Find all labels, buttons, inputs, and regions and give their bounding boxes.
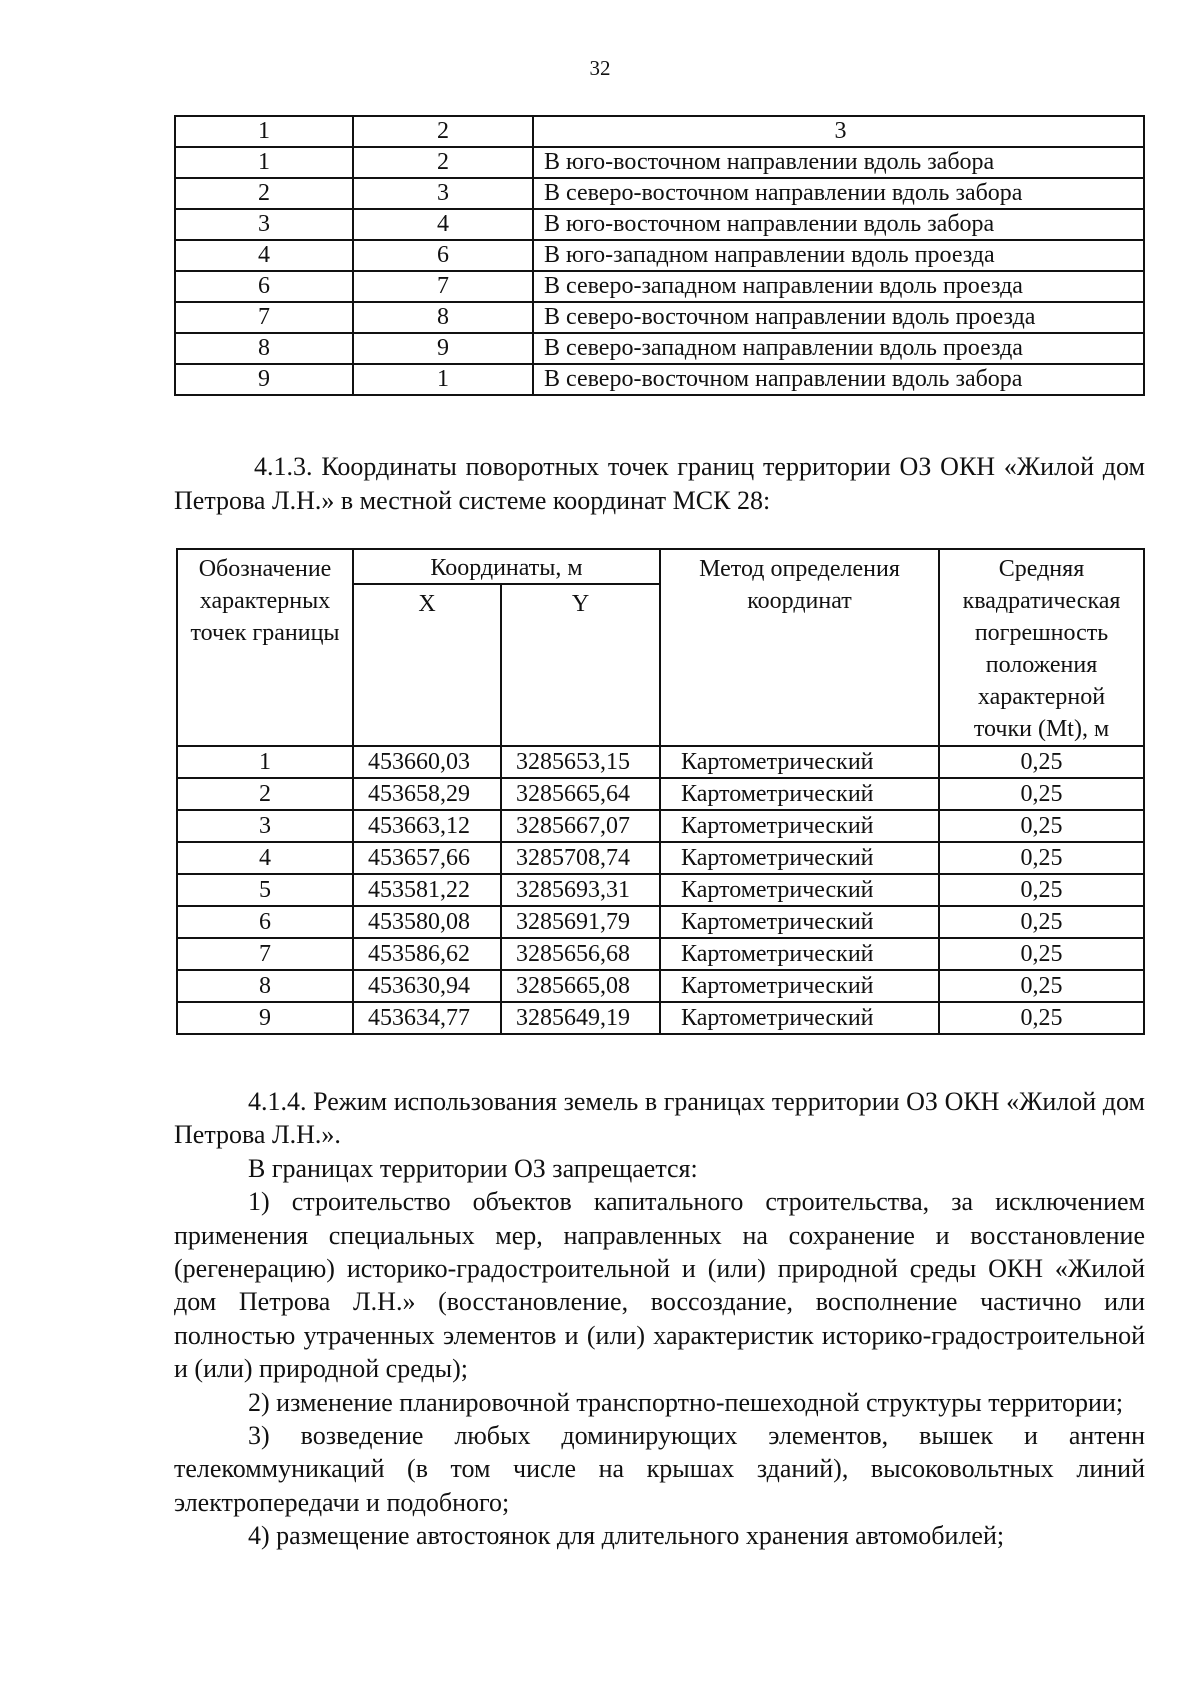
to-point-cell: 1 (353, 364, 533, 395)
prohibition-item: 2) изменение планировочной транспортно-пешеходной структуры территории; (248, 1387, 1124, 1417)
y-coordinate-cell: 3285667,07 (501, 810, 660, 842)
method-cell: Картометрический (660, 874, 939, 906)
x-coordinate-cell: 453663,12 (353, 810, 501, 842)
method-cell: Картометрический (660, 778, 939, 810)
from-point-cell: 8 (175, 333, 353, 364)
error-cell: 0,25 (939, 842, 1144, 874)
table-row (177, 906, 1144, 938)
table-row (175, 240, 1144, 271)
coordinates-column-header: Координаты, м (353, 549, 660, 584)
header-cell: 3 (533, 116, 1144, 147)
to-point-cell: 8 (353, 302, 533, 333)
x-column-header: X (353, 584, 501, 746)
y-coordinate-cell: 3285656,68 (501, 938, 660, 970)
point-cell: 3 (177, 810, 353, 842)
coordinates-table (176, 548, 1145, 1035)
to-point-cell: 3 (353, 178, 533, 209)
coordinates-table-body (177, 746, 1144, 1034)
error-cell: 0,25 (939, 970, 1144, 1002)
point-cell: 6 (177, 906, 353, 938)
method-cell: Картометрический (660, 810, 939, 842)
table-row (175, 302, 1144, 333)
point-cell: 2 (177, 778, 353, 810)
table-row (177, 746, 1144, 778)
y-coordinate-cell: 3285649,19 (501, 1002, 660, 1034)
x-coordinate-cell: 453634,77 (353, 1002, 501, 1034)
y-column-header: Y (501, 584, 660, 746)
point-cell: 5 (177, 874, 353, 906)
direction-cell: В северо-западном направлении вдоль проезда (533, 271, 1144, 302)
point-cell: 8 (177, 970, 353, 1002)
direction-cell: В юго-восточном направлении вдоль забора (533, 147, 1144, 178)
to-point-cell: 2 (353, 147, 533, 178)
table-row (177, 970, 1144, 1002)
error-column-header: Средняя квадратическая погрешность положения характерной точки (Mt), м (939, 549, 1144, 746)
from-point-cell: 3 (175, 209, 353, 240)
from-point-cell: 4 (175, 240, 353, 271)
from-point-cell: 9 (175, 364, 353, 395)
direction-cell: В северо-восточном направлении вдоль забора (533, 364, 1144, 395)
error-cell: 0,25 (939, 746, 1144, 778)
error-cell: 0,25 (939, 1002, 1144, 1034)
error-cell: 0,25 (939, 810, 1144, 842)
direction-cell: В юго-западном направлении вдоль проезда (533, 240, 1144, 271)
table-row (177, 842, 1144, 874)
table-header-row (175, 116, 1144, 147)
x-coordinate-cell: 453630,94 (353, 970, 501, 1002)
section-4-1-4 (174, 1085, 1145, 1553)
x-coordinate-cell: 453580,08 (353, 906, 501, 938)
y-coordinate-cell: 3285665,08 (501, 970, 660, 1002)
directions-table-body (175, 147, 1144, 395)
error-cell: 0,25 (939, 874, 1144, 906)
y-coordinate-cell: 3285665,64 (501, 778, 660, 810)
point-cell: 9 (177, 1002, 353, 1034)
directions-table (174, 115, 1145, 396)
to-point-cell: 9 (353, 333, 533, 364)
direction-cell: В северо-западном направлении вдоль проезда (533, 333, 1144, 364)
coordinates-header-row (177, 549, 1144, 584)
y-coordinate-cell: 3285653,15 (501, 746, 660, 778)
table-row (175, 271, 1144, 302)
table-row (177, 938, 1144, 970)
direction-cell: В юго-восточном направлении вдоль забора (533, 209, 1144, 240)
table-row (177, 874, 1144, 906)
table-row (177, 1002, 1144, 1034)
from-point-cell: 1 (175, 147, 353, 178)
to-point-cell: 4 (353, 209, 533, 240)
y-coordinate-cell: 3285691,79 (501, 906, 660, 938)
page-number: 32 (589, 56, 611, 80)
x-coordinate-cell: 453581,22 (353, 874, 501, 906)
section-4-1-3-heading (174, 450, 1145, 518)
direction-cell: В северо-восточном направлении вдоль проезда (533, 302, 1144, 333)
x-coordinate-cell: 453657,66 (353, 842, 501, 874)
error-cell: 0,25 (939, 906, 1144, 938)
prohibition-item: 4) размещение автостоянок для длительного хранения автомобилей; (248, 1521, 1005, 1551)
y-coordinate-cell: 3285708,74 (501, 842, 660, 874)
table-row (177, 778, 1144, 810)
method-cell: Картометрический (660, 906, 939, 938)
to-point-cell: 6 (353, 240, 533, 271)
point-cell: 1 (177, 746, 353, 778)
prohibition-item: 1) строительство объектов капитального строительства, за исключением применения специальных мер, направленных на сохранение и восстановление (регенерацию) историко-градостроительной и (или) природной среды ОКН «Жилой дом Петрова Л.Н.» (восстановление, воссоздание, восполнение частично или полностью утраченных элементов и (или) характеристик историко-градостроительной и (или) природной среды); (174, 1187, 1145, 1384)
from-point-cell: 7 (175, 302, 353, 333)
point-column-header: Обозначение характерных точек границы (177, 549, 353, 746)
x-coordinate-cell: 453586,62 (353, 938, 501, 970)
point-cell: 4 (177, 842, 353, 874)
x-coordinate-cell: 453660,03 (353, 746, 501, 778)
method-cell: Картометрический (660, 970, 939, 1002)
table-row (175, 364, 1144, 395)
point-cell: 7 (177, 938, 353, 970)
x-coordinate-cell: 453658,29 (353, 778, 501, 810)
header-cell: 2 (353, 116, 533, 147)
section-4-1-4-title: 4.1.4. Режим использования земель в границах территории ОЗ ОКН «Жилой дом Петрова Л.Н.». (174, 1087, 1145, 1150)
prohibition-item: 3) возведение любых доминирующих элементов, вышек и антенн телекоммуникаций (в том числе на крышах зданий), высоковольтных линий электропередачи и подобного; (174, 1421, 1145, 1517)
method-cell: Картометрический (660, 1002, 939, 1034)
section-4-1-4-intro: В границах территории ОЗ запрещается: (248, 1153, 698, 1183)
method-cell: Картометрический (660, 842, 939, 874)
table-row (177, 810, 1144, 842)
error-cell: 0,25 (939, 778, 1144, 810)
direction-cell: В северо-восточном направлении вдоль забора (533, 178, 1144, 209)
error-cell: 0,25 (939, 938, 1144, 970)
method-column-header: Метод определения координат (660, 549, 939, 746)
from-point-cell: 2 (175, 178, 353, 209)
table-row (175, 178, 1144, 209)
table-row (175, 209, 1144, 240)
section-4-1-3-text: 4.1.3. Координаты поворотных точек границ территории ОЗ ОКН «Жилой дом Петрова Л.Н.» в местной системе координат МСК 28: (174, 452, 1145, 515)
from-point-cell: 6 (175, 271, 353, 302)
header-cell: 1 (175, 116, 353, 147)
method-cell: Картометрический (660, 938, 939, 970)
to-point-cell: 7 (353, 271, 533, 302)
table-row (175, 147, 1144, 178)
table-row (175, 333, 1144, 364)
method-cell: Картометрический (660, 746, 939, 778)
y-coordinate-cell: 3285693,31 (501, 874, 660, 906)
